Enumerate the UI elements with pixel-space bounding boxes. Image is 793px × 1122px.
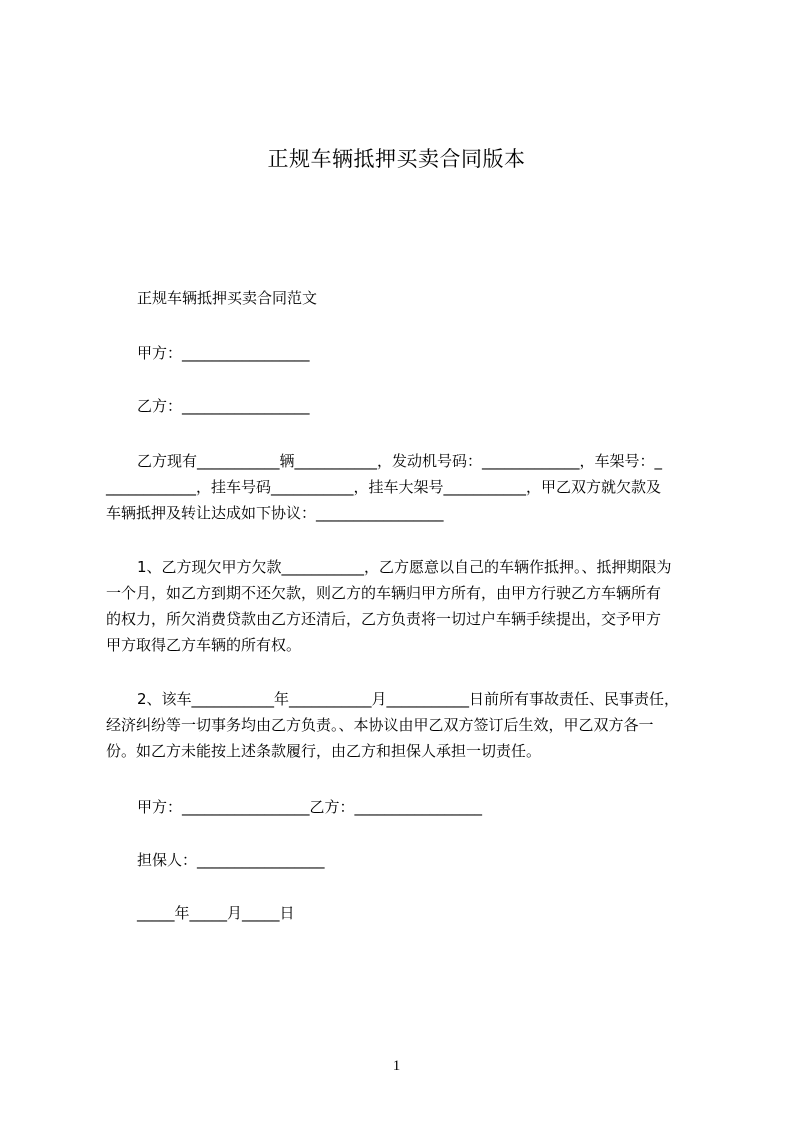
clause-2-line: 2、该车___________年___________月___________日前所有事故责任、民事责任， — [137, 690, 680, 708]
document-subtitle: 正规车辆抵押买卖合同范文 — [137, 289, 318, 307]
clause-2-line: 经济纠纷等一切事务均由乙方负责。、本协议由甲乙双方签订后生效，甲乙双方各一 — [106, 716, 654, 734]
clause-1-line: 的权力，所欠消费贷款由乙方还清后，乙方负责将一切过户车辆手续提出，交予甲方 — [106, 610, 662, 628]
clause-1-paragraph — [106, 554, 706, 658]
guarantor-line: 担保人：_________________ — [137, 851, 325, 869]
signature-line: 甲方：_________________乙方：_________________ — [137, 798, 483, 816]
clause-2-line: 份。如乙方未能按上述条款履行，由乙方和担保人承担一切责任。 — [106, 742, 542, 760]
intro-line: 乙方现有___________辆___________，发动机号码：_____________，车架号：_ — [137, 452, 663, 470]
party-b-line: 乙方：_________________ — [137, 397, 310, 415]
clause-1-line: 甲方取得乙方车辆的所有权。 — [106, 636, 302, 654]
intro-line: 车辆抵押及转让达成如下协议：_________________ — [106, 504, 444, 522]
clause-1-line: 一个月，如乙方到期不还欠款，则乙方的车辆归甲方所有，由甲方行驶乙方车辆所有 — [106, 584, 662, 602]
intro-line: ____________，挂车号码___________，挂车大架号___________，甲乙双方就欠款及 — [106, 478, 662, 496]
document-title: 正规车辆抵押买卖合同版本 — [267, 147, 526, 171]
intro-paragraph — [106, 448, 706, 526]
party-a-line: 甲方：_________________ — [137, 344, 310, 362]
clause-2-paragraph — [106, 686, 706, 764]
date-line: _____年_____月_____日 — [137, 904, 295, 922]
clause-1-line: 1、乙方现欠甲方欠款___________，乙方愿意以自己的车辆作抵押。、抵押期限为 — [137, 558, 672, 576]
page-number: 1 — [392, 1058, 401, 1074]
